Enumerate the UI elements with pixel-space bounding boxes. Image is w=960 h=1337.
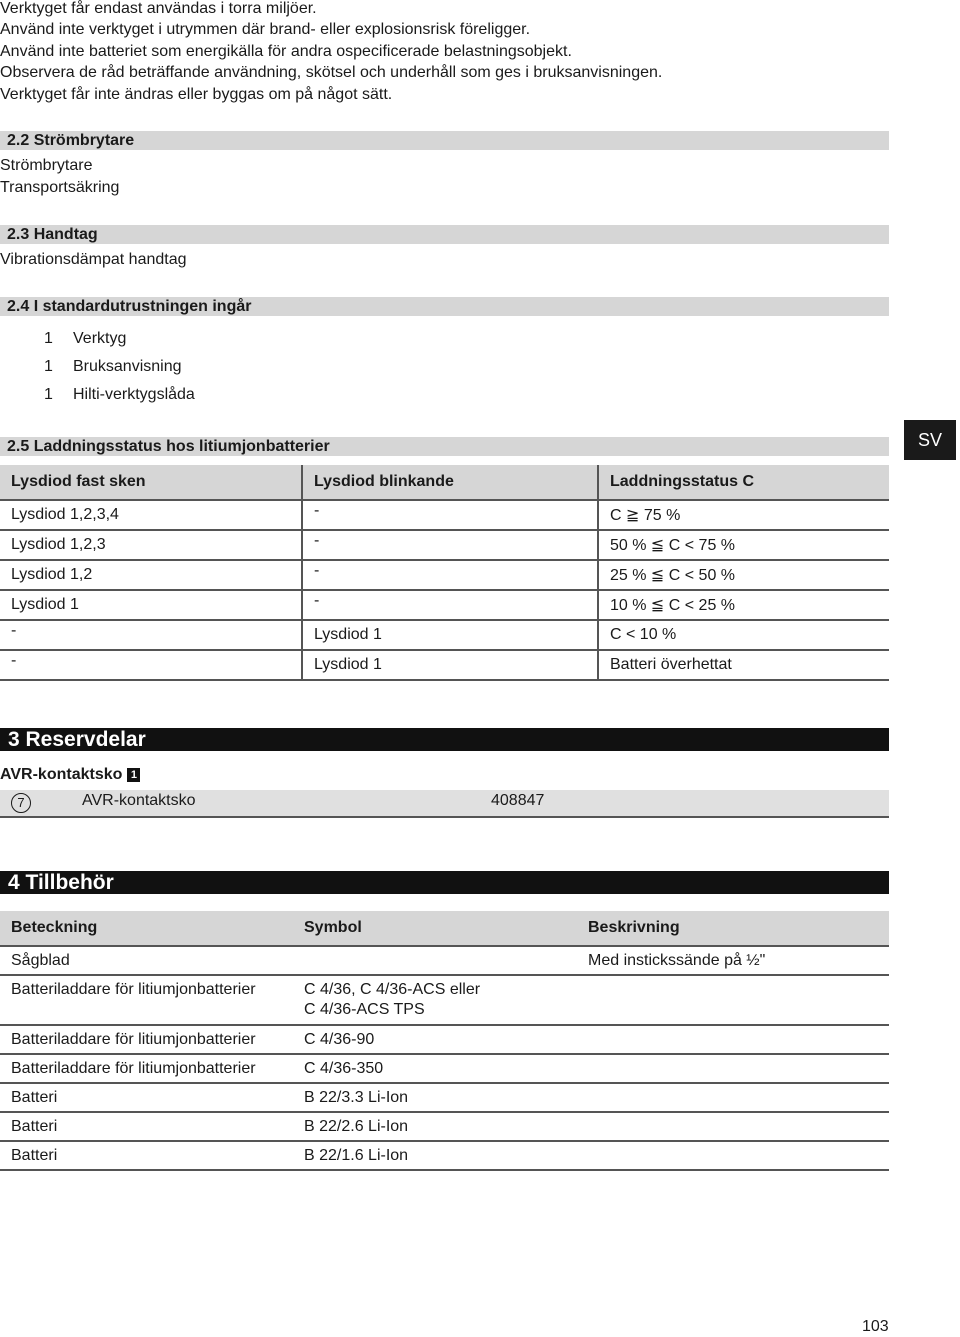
table-cell xyxy=(577,1083,889,1112)
table-row xyxy=(0,1083,889,1112)
table-cell: Lysdiod 1,2 xyxy=(0,560,302,590)
accessories-table xyxy=(0,911,889,1171)
table-cell xyxy=(577,975,889,1025)
section-heading-2-2: 2.2 Strömbrytare xyxy=(0,131,889,150)
table-row xyxy=(0,975,889,1025)
table-cell: C ≧ 75 % xyxy=(598,500,889,530)
table-header-row xyxy=(0,911,889,946)
item-quantity: 1 xyxy=(44,358,53,375)
table-cell xyxy=(577,1112,889,1141)
language-tab: SV xyxy=(904,420,956,460)
column-header: Beteckning xyxy=(0,911,293,946)
intro-line: Observera de råd beträffande användning, skötsel och underhåll som ges i bruksanvisningen. xyxy=(0,64,663,81)
table-cell: Med instickssände på ½" xyxy=(577,946,889,975)
table-row xyxy=(0,620,889,650)
table-row xyxy=(0,500,889,530)
list-item: Strömbrytare xyxy=(0,157,93,174)
table-cell: Batteriladdare för litiumjonbatterier xyxy=(0,1054,293,1083)
table-row xyxy=(0,590,889,620)
section-heading-4: 4 Tillbehör xyxy=(0,871,889,894)
figure-ref-badge: 1 xyxy=(127,768,140,782)
table-row xyxy=(0,1025,889,1054)
part-name: AVR-kontaktsko xyxy=(82,792,196,809)
table-row xyxy=(0,1112,889,1141)
table-cell: Batteriladdare för litiumjonbatterier xyxy=(0,1025,293,1054)
table-cell: 25 % ≦ C < 50 % xyxy=(598,560,889,590)
section-heading-2-4: 2.4 I standardutrustningen ingår xyxy=(0,297,889,316)
column-header: Beskrivning xyxy=(577,911,889,946)
table-cell: Batteri överhettat xyxy=(598,650,889,680)
charge-status-table xyxy=(0,465,889,681)
table-cell: - xyxy=(302,590,598,620)
table-cell xyxy=(577,1025,889,1054)
table-cell: B 22/2.6 Li-Ion xyxy=(293,1112,577,1141)
item-name: Verktyg xyxy=(73,330,127,347)
table-row xyxy=(0,1054,889,1083)
table-cell: B 22/1.6 Li-Ion xyxy=(293,1141,577,1170)
table-cell: Batteri xyxy=(0,1112,293,1141)
table-cell: Lysdiod 1 xyxy=(0,590,302,620)
table-cell: C 4/36-350 xyxy=(293,1054,577,1083)
table-cell: - xyxy=(0,620,302,650)
table-cell: Lysdiod 1,2,3 xyxy=(0,530,302,560)
column-header: Symbol xyxy=(293,911,577,946)
table-row xyxy=(0,530,889,560)
table-cell: Sågblad xyxy=(0,946,293,975)
list-item: Vibrationsdämpat handtag xyxy=(0,251,187,268)
table-row xyxy=(0,946,889,975)
table-row xyxy=(0,1141,889,1170)
table-cell xyxy=(577,1054,889,1083)
table-cell: - xyxy=(302,500,598,530)
table-cell: Batteriladdare för litiumjonbatterier xyxy=(0,975,293,1025)
column-header: Lysdiod blinkande xyxy=(302,465,598,500)
item-quantity: 1 xyxy=(44,330,53,347)
item-name: Bruksanvisning xyxy=(73,358,182,375)
table-cell xyxy=(293,946,577,975)
page-number: 103 xyxy=(862,1318,889,1335)
table-cell: - xyxy=(302,560,598,590)
table-cell: 10 % ≦ C < 25 % xyxy=(598,590,889,620)
item-name: Hilti-verktygslåda xyxy=(73,386,195,403)
item-quantity: 1 xyxy=(44,386,53,403)
table-row xyxy=(0,560,889,590)
table-cell: C < 10 % xyxy=(598,620,889,650)
table-cell: C 4/36, C 4/36-ACS eller C 4/36-ACS TPS xyxy=(293,975,577,1025)
table-cell: Batteri xyxy=(0,1083,293,1112)
table-header-row xyxy=(0,465,889,500)
column-header: Laddningsstatus C xyxy=(598,465,889,500)
intro-line: Verktyget får inte ändras eller byggas om på något sätt. xyxy=(0,86,393,103)
table-cell xyxy=(577,1141,889,1170)
list-item: Transportsäkring xyxy=(0,179,120,196)
part-number: 408847 xyxy=(491,792,545,809)
table-cell: Lysdiod 1,2,3,4 xyxy=(0,500,302,530)
table-cell: Batteri xyxy=(0,1141,293,1170)
spare-part-group-title xyxy=(0,765,140,785)
section-heading-2-3: 2.3 Handtag xyxy=(0,225,889,244)
spare-part-group-label: AVR-kontaktsko xyxy=(0,766,123,783)
table-cell: Lysdiod 1 xyxy=(302,620,598,650)
section-heading-3: 3 Reservdelar xyxy=(0,728,889,751)
section-heading-2-5: 2.5 Laddningsstatus hos litiumjonbatterier xyxy=(0,437,889,456)
table-cell: C 4/36-90 xyxy=(293,1025,577,1054)
table-cell: - xyxy=(0,650,302,680)
table-cell: Lysdiod 1 xyxy=(302,650,598,680)
table-cell: 50 % ≦ C < 75 % xyxy=(598,530,889,560)
column-header: Lysdiod fast sken xyxy=(0,465,302,500)
spare-part-row xyxy=(0,790,889,818)
intro-line: Verktyget får endast användas i torra miljöer. xyxy=(0,0,317,17)
position-number: 7 xyxy=(11,793,31,813)
table-row xyxy=(0,650,889,680)
intro-line: Använd inte batteriet som energikälla för andra ospecificerade belastningsobjekt. xyxy=(0,43,572,60)
table-cell: B 22/3.3 Li-Ion xyxy=(293,1083,577,1112)
intro-line: Använd inte verktyget i utrymmen där brand- eller explosionsrisk föreligger. xyxy=(0,21,531,38)
table-cell: - xyxy=(302,530,598,560)
